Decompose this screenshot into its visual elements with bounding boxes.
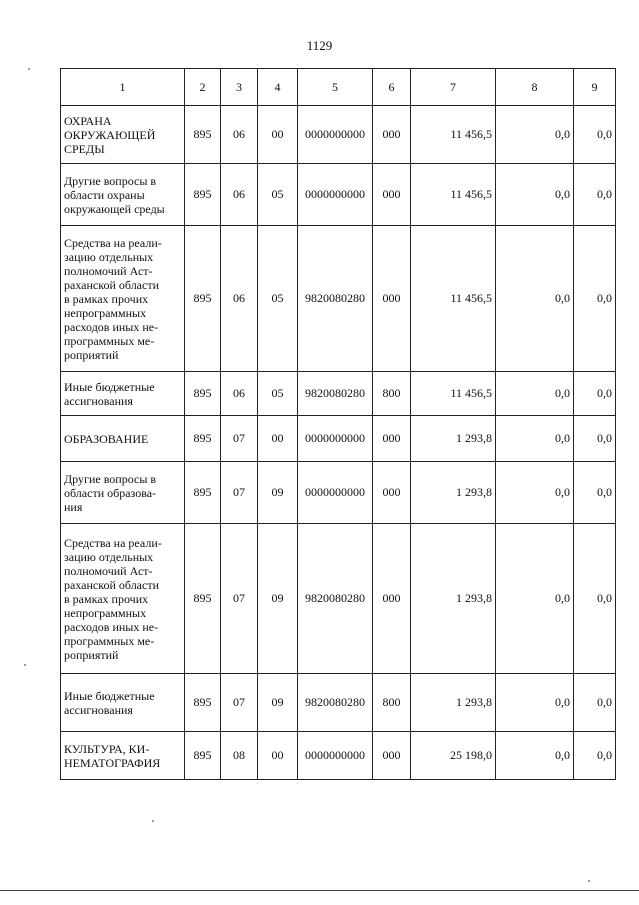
col-header-1: 1 [61, 69, 185, 106]
page-number: 1129 [306, 38, 333, 53]
cell-target-article: 0000000000 [298, 732, 373, 780]
cell-target-article: 9820080280 [298, 524, 373, 674]
table-row [61, 462, 616, 524]
cell-amount: 11 456,5 [411, 226, 496, 372]
cell-col-9: 0,0 [574, 226, 616, 372]
cell-target-article: 0000000000 [298, 106, 373, 164]
cell-section: 07 [221, 416, 258, 462]
col-header-5: 5 [298, 69, 373, 106]
table-row [61, 106, 616, 164]
row-name: ОБРАЗОВАНИЕ [61, 416, 185, 462]
cell-col-9: 0,0 [574, 524, 616, 674]
cell-amount: 11 456,5 [411, 106, 496, 164]
cell-expense-type: 000 [373, 106, 411, 164]
cell-chapter: 895 [185, 164, 221, 226]
col-header-8: 8 [496, 69, 574, 106]
cell-col-9: 0,0 [574, 732, 616, 780]
cell-section: 06 [221, 164, 258, 226]
cell-section: 07 [221, 674, 258, 732]
cell-amount: 11 456,5 [411, 372, 496, 416]
cell-col-8: 0,0 [496, 164, 574, 226]
cell-subsection: 05 [258, 164, 298, 226]
col-header-9: 9 [574, 69, 616, 106]
cell-target-article: 9820080280 [298, 674, 373, 732]
cell-col-8: 0,0 [496, 226, 574, 372]
cell-col-8: 0,0 [496, 524, 574, 674]
cell-section: 06 [221, 372, 258, 416]
cell-amount: 1 293,8 [411, 674, 496, 732]
cell-chapter: 895 [185, 372, 221, 416]
cell-col-9: 0,0 [574, 674, 616, 732]
row-name: КУЛЬТУРА, КИ- НЕМАТОГРАФИЯ [61, 732, 185, 780]
cell-section: 08 [221, 732, 258, 780]
cell-target-article: 0000000000 [298, 462, 373, 524]
table-row [61, 416, 616, 462]
cell-subsection: 00 [258, 732, 298, 780]
scan-speck [24, 664, 26, 666]
cell-col-9: 0,0 [574, 416, 616, 462]
table-row [61, 674, 616, 732]
cell-col-8: 0,0 [496, 732, 574, 780]
table-row [61, 226, 616, 372]
cell-chapter: 895 [185, 674, 221, 732]
cell-section: 06 [221, 106, 258, 164]
cell-subsection: 09 [258, 674, 298, 732]
cell-expense-type: 000 [373, 164, 411, 226]
scan-speck [28, 68, 30, 70]
scan-speck [152, 820, 154, 822]
col-header-3: 3 [221, 69, 258, 106]
cell-col-9: 0,0 [574, 462, 616, 524]
cell-section: 07 [221, 462, 258, 524]
cell-subsection: 09 [258, 524, 298, 674]
row-name: Иные бюджетные ассигнования [61, 372, 185, 416]
cell-chapter: 895 [185, 524, 221, 674]
cell-col-8: 0,0 [496, 416, 574, 462]
cell-expense-type: 000 [373, 524, 411, 674]
cell-target-article: 9820080280 [298, 226, 373, 372]
cell-chapter: 895 [185, 106, 221, 164]
cell-subsection: 00 [258, 416, 298, 462]
col-header-4: 4 [258, 69, 298, 106]
table-row [61, 372, 616, 416]
cell-col-9: 0,0 [574, 372, 616, 416]
table-row [61, 732, 616, 780]
cell-expense-type: 800 [373, 674, 411, 732]
col-header-2: 2 [185, 69, 221, 106]
cell-section: 07 [221, 524, 258, 674]
cell-col-9: 0,0 [574, 164, 616, 226]
row-name: Другие вопросы в области охраны окружающей среды [61, 164, 185, 226]
cell-expense-type: 000 [373, 462, 411, 524]
cell-target-article: 0000000000 [298, 164, 373, 226]
budget-table [60, 68, 616, 780]
table-row [61, 524, 616, 674]
table-row [61, 164, 616, 226]
cell-amount: 25 198,0 [411, 732, 496, 780]
cell-section: 06 [221, 226, 258, 372]
cell-col-8: 0,0 [496, 462, 574, 524]
row-name: Средства на реали- зацию отдельных полномочий Аст- раханской области в рамках прочих непрограммных расходов иных не- программных ме- роприятий [61, 226, 185, 372]
cell-expense-type: 800 [373, 372, 411, 416]
cell-expense-type: 000 [373, 416, 411, 462]
cell-chapter: 895 [185, 416, 221, 462]
cell-chapter: 895 [185, 462, 221, 524]
row-name: Средства на реали- зацию отдельных полномочий Аст- раханской области в рамках прочих непрограммных расходов иных не- программных ме- роприятий [61, 524, 185, 674]
row-name: Иные бюджетные ассигнования [61, 674, 185, 732]
cell-amount: 1 293,8 [411, 524, 496, 674]
row-name: ОХРАНА ОКРУЖАЮЩЕЙ СРЕДЫ [61, 106, 185, 164]
cell-col-8: 0,0 [496, 372, 574, 416]
cell-subsection: 05 [258, 226, 298, 372]
cell-amount: 1 293,8 [411, 416, 496, 462]
cell-subsection: 09 [258, 462, 298, 524]
header-row [61, 69, 616, 106]
cell-subsection: 05 [258, 372, 298, 416]
cell-chapter: 895 [185, 732, 221, 780]
col-header-6: 6 [373, 69, 411, 106]
cell-expense-type: 000 [373, 226, 411, 372]
cell-col-8: 0,0 [496, 674, 574, 732]
scan-speck [588, 880, 590, 882]
row-name: Другие вопросы в области образова- ния [61, 462, 185, 524]
cell-chapter: 895 [185, 226, 221, 372]
cell-amount: 11 456,5 [411, 164, 496, 226]
cell-subsection: 00 [258, 106, 298, 164]
bottom-rule [0, 890, 639, 891]
cell-target-article: 0000000000 [298, 416, 373, 462]
cell-target-article: 9820080280 [298, 372, 373, 416]
cell-col-8: 0,0 [496, 106, 574, 164]
cell-col-9: 0,0 [574, 106, 616, 164]
cell-expense-type: 000 [373, 732, 411, 780]
cell-amount: 1 293,8 [411, 462, 496, 524]
col-header-7: 7 [411, 69, 496, 106]
